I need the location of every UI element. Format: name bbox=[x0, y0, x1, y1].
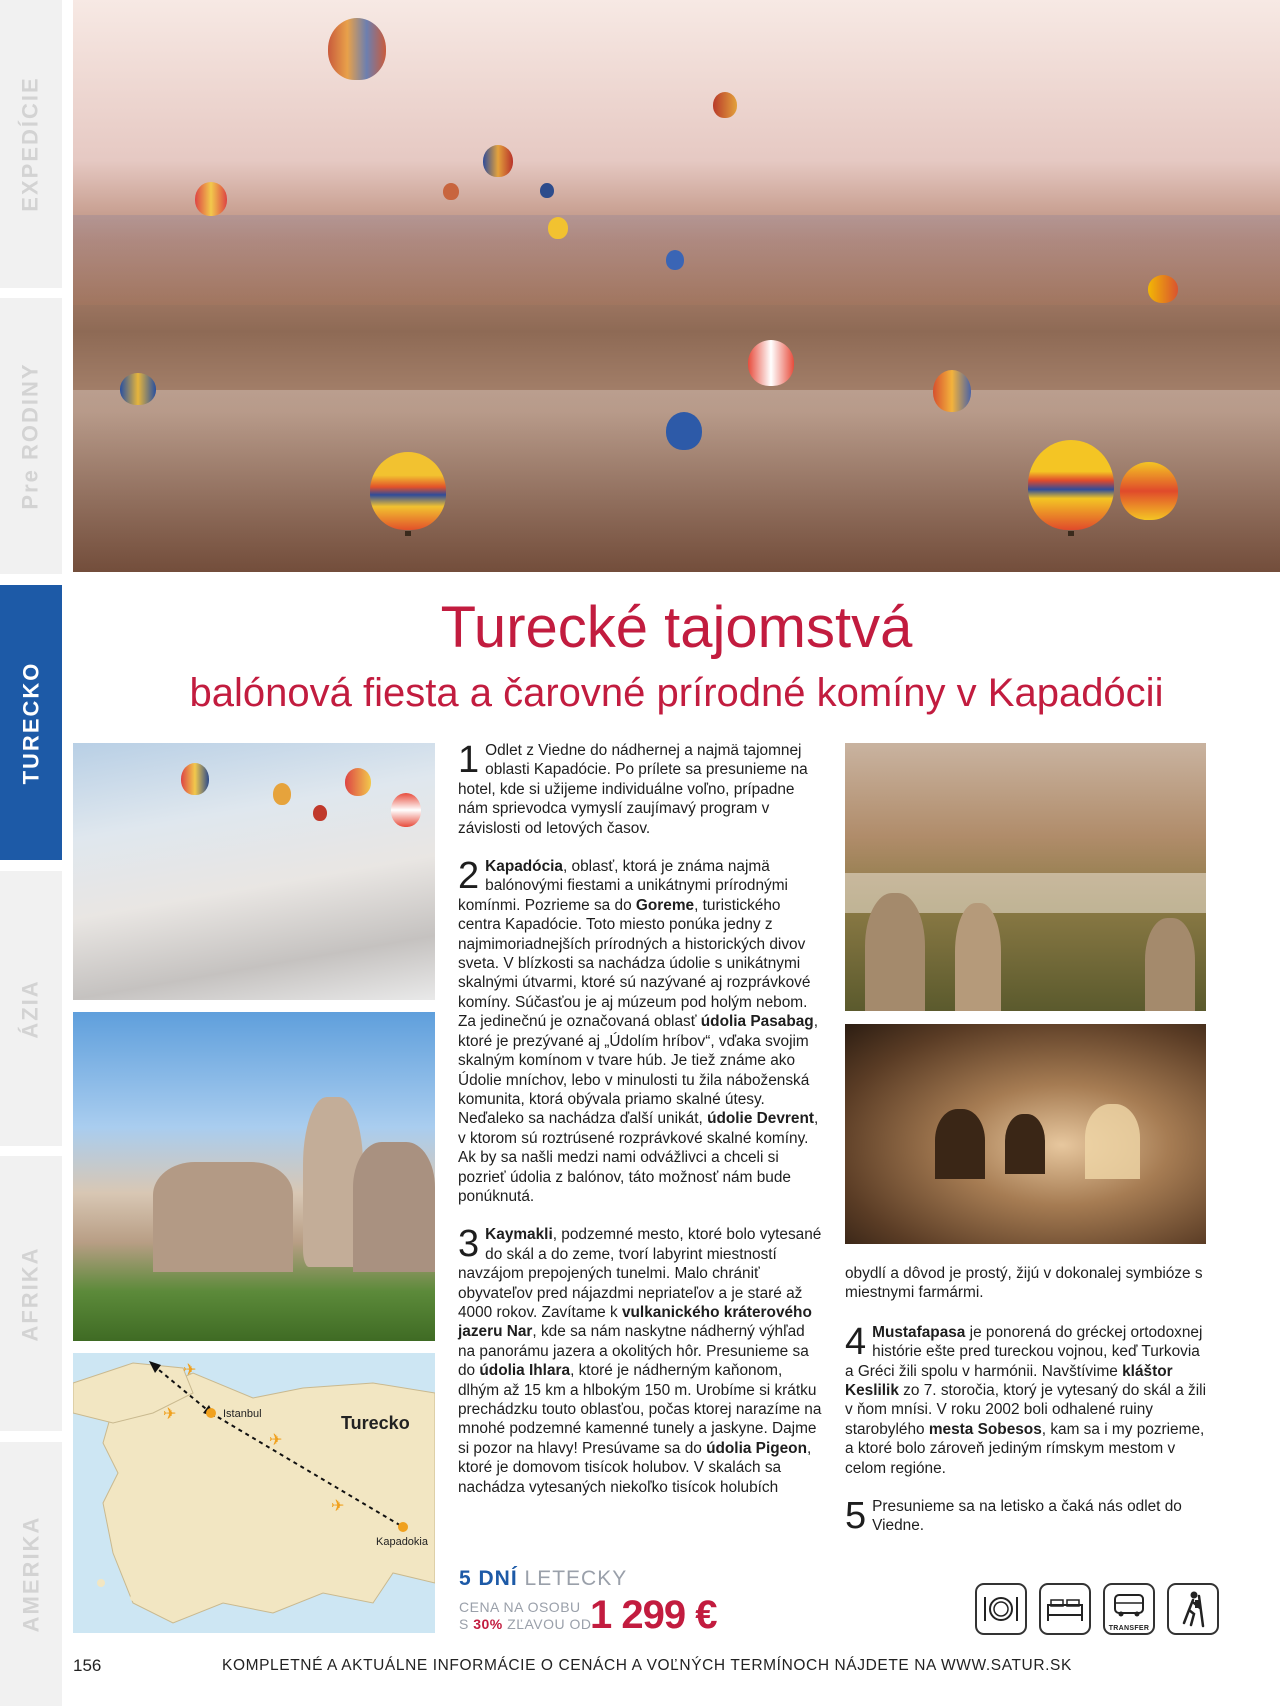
hiking-icon bbox=[1167, 1583, 1219, 1635]
map-svg bbox=[73, 1353, 435, 1633]
itinerary-column-middle bbox=[458, 741, 822, 1516]
discount-badge: 30% bbox=[473, 1616, 503, 1632]
svg-text:✈: ✈ bbox=[183, 1362, 197, 1379]
bed-icon bbox=[1039, 1583, 1091, 1635]
day-number: 3 bbox=[458, 1223, 480, 1266]
map-label-country: Turecko bbox=[341, 1413, 410, 1433]
price-label: CENA NA OSOBU S 30% ZĽAVOU OD bbox=[459, 1599, 592, 1632]
trip-duration: 5 DNÍ LETECKY bbox=[459, 1567, 628, 1590]
tab-amerika[interactable]: AMERIKA bbox=[0, 1442, 62, 1706]
itinerary-column-right bbox=[845, 1264, 1209, 1555]
tab-turecko[interactable]: TURECKO bbox=[0, 585, 62, 860]
itinerary-day-2: 2 Kapadócia, oblasť, ktorá je známa najmä balónovými fiestami a unikátnymi prírodnými komínmi. Pozrieme sa do Goreme, turistického centra Kapadócie. Toto miesto ponúka jedny z najmimoriadnejších prírodných a historických divov sveta. V blízkosti sa nachádza údolie s unikátnymi skalnými útvarmi, ktoré sú nazývané aj rozprávkové komíny. Súčasťou je aj múzeum pod holým nebom. Za jedinečnú je označovaná oblasť údolia Pasabag, ktoré je prezývané aj „Údolím hríbov“, vďaka svojim skalným komínom v tvare húb. Je tiež známe ako Údolie mníchov, lebo v minulosti tu žila náboženská komunita, ktorá obývala priamo skalné útesy. Neďaleko sa nachádza ďalší unikát, údolie Devrent, v ktorom sú roztrúsené rozprávkové skalné komíny. Ak by sa našli medzi nami odvážlivci a chceli si pozrieť údolia z balónov, táto možnosť nám bude ponúknutá. bbox=[458, 855, 819, 1205]
map-label-istanbul: Istanbul bbox=[223, 1408, 262, 1420]
itinerary-day-3-continued: obydlí a dôvod je prostý, žijú v dokonalej symbióze s miestnymi farmármi. bbox=[845, 1265, 1203, 1302]
photo-fairy-chimneys bbox=[73, 1012, 435, 1341]
itinerary-day-1: 1 Odlet z Viedne do nádhernej a najmä tajomnej oblasti Kapadócie. Po prílete sa presunieme na hotel, kde si užijeme individuálne voľno, prípadne nám sprievodca vymyslí zaujímavý program v závislosti od letových časov. bbox=[458, 739, 808, 837]
route-map bbox=[73, 1353, 435, 1633]
price-value: 1 299 € bbox=[590, 1593, 717, 1637]
tab-pre-rodiny[interactable]: Pre RODINY bbox=[0, 298, 62, 574]
page-number: 156 bbox=[73, 1656, 102, 1675]
service-icons bbox=[975, 1583, 1219, 1635]
page-subtitle: balónová fiesta a čarovné prírodné komíny v Kapadócii bbox=[189, 671, 1164, 715]
day-number: 1 bbox=[458, 739, 480, 781]
footer-info: KOMPLETNÉ A AKTUÁLNE INFORMÁCIE O CENÁCH A VOĽNÝCH TERMÍNOCH NÁJDETE NA WWW.SATUR.SK bbox=[222, 1657, 1072, 1674]
transfer-icon bbox=[1103, 1583, 1155, 1635]
itinerary-day-5: 5 Presunieme sa na letisko a čaká nás odlet do Viedne. bbox=[845, 1495, 1182, 1538]
svg-text:✈: ✈ bbox=[269, 1432, 283, 1449]
photo-underground-city bbox=[845, 1024, 1206, 1244]
page-title: Turecké tajomstvá bbox=[440, 595, 913, 660]
day-number: 4 bbox=[845, 1320, 867, 1363]
transfer-label: TRANSFER bbox=[1108, 1625, 1150, 1632]
meal-icon bbox=[975, 1583, 1027, 1635]
hero-photo-balloons bbox=[73, 0, 1280, 572]
photo-goreme-town bbox=[845, 743, 1206, 1011]
photo-pamukkale-balloons bbox=[73, 743, 435, 1000]
day-number: 2 bbox=[458, 855, 480, 898]
tab-expedicie[interactable]: EXPEDÍCIE bbox=[0, 0, 62, 288]
tab-azia[interactable]: ÁZIA bbox=[0, 871, 62, 1146]
itinerary-day-4: 4 Mustafapasa je ponorená do gréckej ortodoxnej histórie ešte pred tureckou vojnou, keď Turkovia a Gréci žili spolu v harmónii. Navštívime kláštor Keslilik zo 7. storočia, ktorý je vytesaný do skál a žili v ňom mnísi. V roku 2002 boli odhalené ruiny starobylého mesta Sobesos, kam sa i my pozrieme, a ktoré bolo zároveň jediným rímskym mestom v celom regióne. bbox=[845, 1320, 1206, 1477]
day-number: 5 bbox=[845, 1495, 867, 1538]
itinerary-day-3: 3 Kaymakli, podzemné mesto, ktoré bolo vytesané do skál a do zeme, tvorí labyrint miestností navzájom prepojených tunelmi. Malo chrániť obyvateľov pred nájazdmi nepriateľov a je staré až 4000 rokov. Zavítame k vulkanického kráterového jazeru Nar, kde sa nám naskytne nádherný výhľad na panorámu jazera a okolitých hôr. Presunieme sa do údolia Ihlara, ktoré je nádherným kaňonom, dlhým až 15 km a hlbokým 150 m. Urobíme si krátku prechádzku touto oblasťou, počas ktorej narazíme na mnohé podzemné kamenné tunely a jaskyne. Dajme si pozor na hlavy! Presúvame sa do údolia Pigeon, ktoré je domovom tisícok holubov. V skalách sa nachádza vytesaných niekoľko tisícok holubích bbox=[458, 1223, 822, 1496]
map-label-kapadokia: Kapadokia bbox=[376, 1536, 428, 1548]
tab-afrika[interactable]: AFRIKA bbox=[0, 1156, 62, 1431]
svg-text:✈: ✈ bbox=[331, 1498, 345, 1515]
svg-text:✈: ✈ bbox=[163, 1406, 177, 1423]
section-sidebar bbox=[0, 0, 62, 1706]
